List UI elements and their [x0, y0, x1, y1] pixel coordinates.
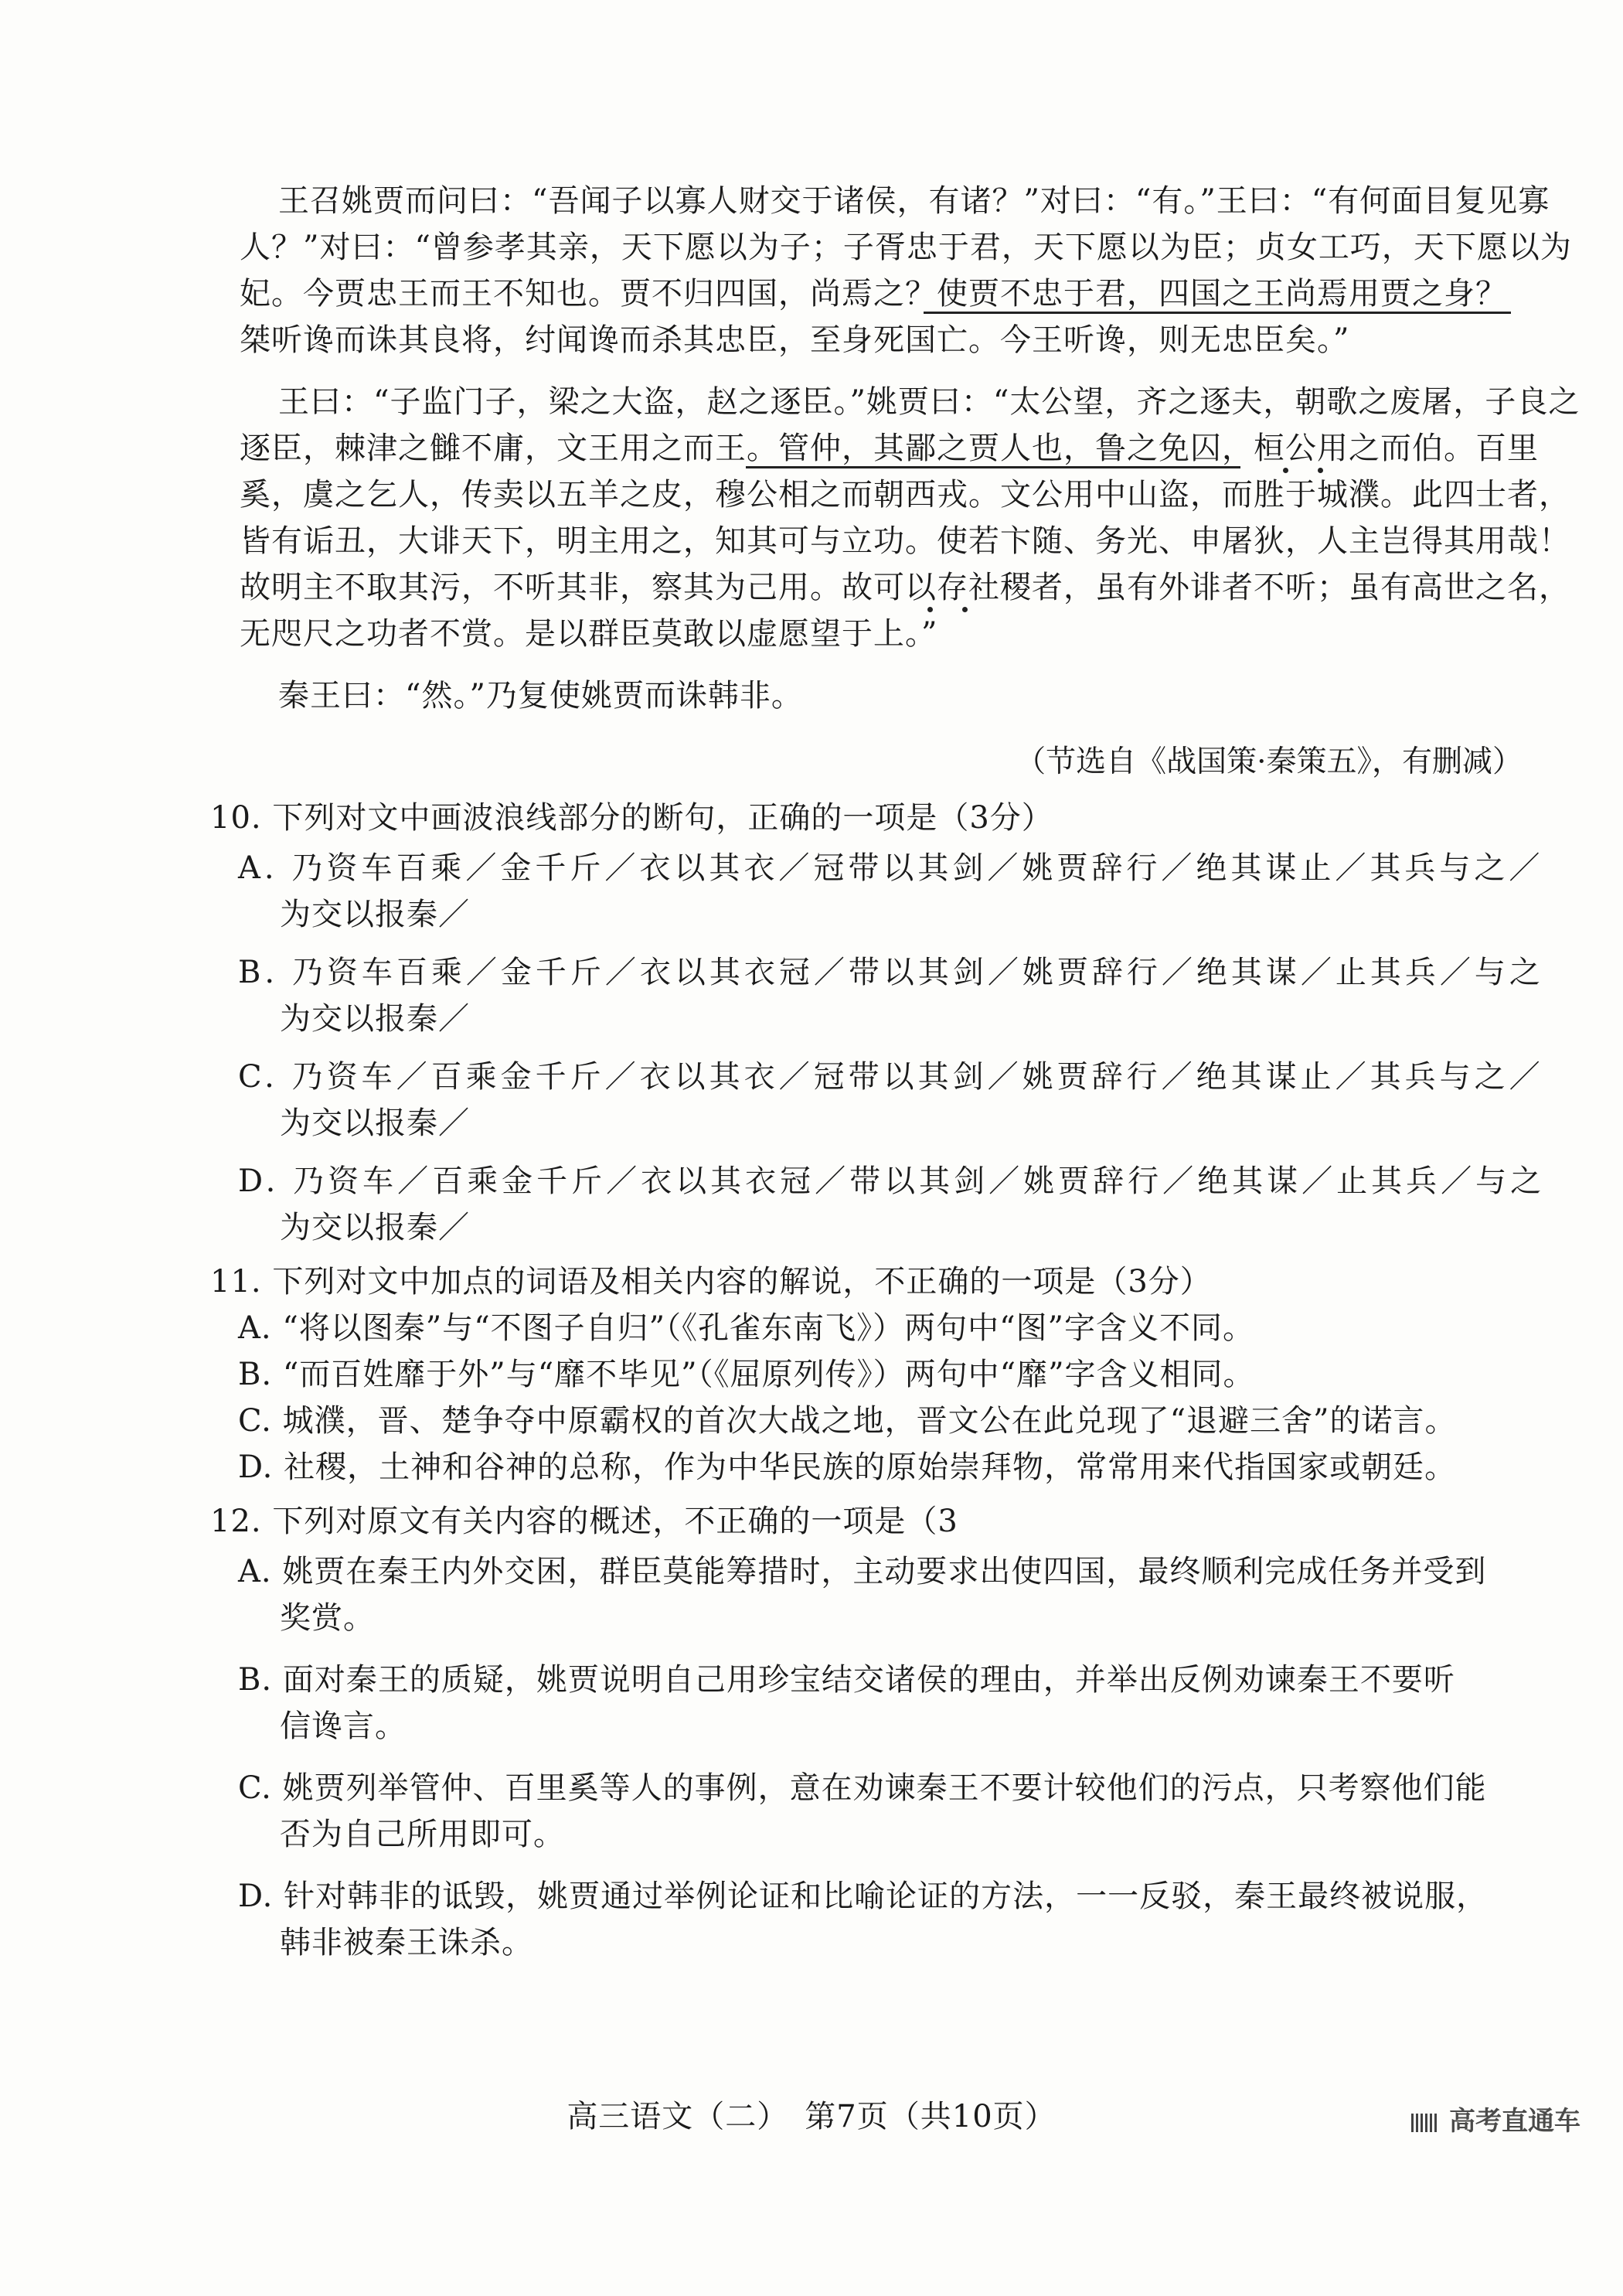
question-10-option-d-cont: 为交以报秦／: [280, 1210, 470, 1245]
question-12-option-b: B. 面对秦王的质疑，姚贾说明自己用珍宝结交诸侯的理由，并举出反例劝谏秦王不要听: [238, 1662, 1455, 1698]
emphasis-dot: [962, 607, 968, 612]
passage-line: 奚，虞之乞人，传卖以五羊之皮，穆公相之而朝西戎。文公用中山盗，而胜于城濮。此四士者，: [240, 477, 1570, 513]
question-12-option-c-cont: 否为自己所用即可。: [280, 1817, 565, 1852]
question-11-option-d: D. 社稷，土神和谷神的总称，作为中华民族的原始崇拜物，常常用来代指国家或朝廷。: [238, 1449, 1457, 1485]
underline-mark: [746, 466, 1240, 468]
passage-line: 王召姚贾而问曰：“吾闻子以寡人财交于诸侯，有诸？”对曰：“有。”王曰：“有何面目复见寡: [278, 183, 1550, 219]
emphasis-dot: [1318, 468, 1323, 473]
passage-line: 故明主不取其污，不听其非，察其为己用。故可以存社稷者，虽有外诽者不听；虽有高世之名，: [240, 570, 1570, 605]
question-12-option-d-cont: 韩非被秦王诛杀。: [280, 1925, 533, 1960]
passage-line: 桀听谗而诛其良将，纣闻谗而杀其忠臣，至身死国亡。今王听谗，则无忠臣矣。”: [240, 322, 1350, 358]
question-10-option-d: D. 乃资车／百乘金千斤／衣以其衣冠／带以其剑／姚贾辞行／绝其谋／止其兵／与之: [238, 1163, 1546, 1199]
question-10-option-c-cont: 为交以报秦／: [280, 1105, 470, 1141]
question-11-option-a: A. “将以图秦”与“不图子自归”（《孔雀东南飞》）两句中“图”字含义不同。: [238, 1310, 1255, 1346]
passage-line: 秦王曰：“然。”乃复使姚贾而诛韩非。: [278, 678, 803, 714]
passage-line: 妃。今贾忠王而王不知也。贾不归四国，尚焉之？使贾不忠于君，四国之王尚焉用贾之身？: [240, 276, 1507, 312]
watermark-text: 高考直通车: [1449, 2107, 1580, 2136]
question-10-option-b: B. 乃资车百乘／金千斤／衣以其衣冠／带以其剑／姚贾辞行／绝其谋／止其兵／与之: [238, 955, 1544, 990]
question-10-option-a: A. 乃资车百乘／金千斤／衣以其衣／冠带以其剑／姚贾辞行／绝其谋止／其兵与之／: [238, 850, 1544, 886]
question-12-option-c: C. 姚贾列举管仲、百里奚等人的事例，意在劝谏秦王不要计较他们的污点，只考察他们能: [238, 1770, 1487, 1806]
passage-line: 无咫尺之功者不赏。是以群臣莫敢以虚愿望于上。”: [240, 616, 938, 652]
emphasis-dot: [1283, 468, 1288, 473]
passage-line: 王曰：“子监门子，梁之大盗，赵之逐臣。”姚贾曰：“太公望，齐之逐夫，朝歌之废屠，子良之: [278, 384, 1580, 420]
question-12-stem: 12. 下列对原文有关内容的概述，不正确的一项是（3: [210, 1504, 958, 1539]
question-11-option-c: C. 城濮，晋、楚争夺中原霸权的首次大战之地，晋文公在此兑现了“退避三舍”的诺言。: [238, 1403, 1457, 1439]
passage-line: 逐臣，棘津之雠不庸，文王用之而王。管仲，其鄙之贾人也，鲁之免囚，桓公用之而伯。百里: [240, 431, 1539, 466]
emphasis-dot: [927, 607, 933, 612]
passage-line: 皆有诟丑，大诽天下，明主用之，知其可与立功。使若卞随、务光、申屠狄，人主岂得其用哉！: [240, 523, 1570, 559]
question-10-option-a-cont: 为交以报秦／: [280, 897, 470, 932]
question-12-option-a-cont: 奖赏。: [280, 1600, 375, 1636]
passage-line: 人？”对曰：“曾参孝其亲，天下愿以为子；子胥忠于君，天下愿以为臣；贞女工巧，天下愿以为: [240, 230, 1572, 265]
qr-code-icon: [1411, 2114, 1438, 2132]
passage-source: （节选自《战国策·秦策五》，有删减）: [1016, 744, 1523, 779]
question-12-option-b-cont: 信谗言。: [280, 1708, 407, 1744]
question-11-stem: 11. 下列对文中加点的词语及相关内容的解说，不正确的一项是（3分）: [210, 1264, 1212, 1300]
question-11-option-b: B. “而百姓靡于外”与“靡不毕见”（《屈原列传》）两句中“靡”字含义相同。: [238, 1357, 1255, 1392]
question-10-option-b-cont: 为交以报秦／: [280, 1001, 470, 1037]
page-footer: 高三语文（二） 第7页（共10页）: [567, 2099, 1056, 2134]
watermark: [1411, 2100, 1580, 2138]
question-12-option-d: D. 针对韩非的诋毁，姚贾通过举例论证和比喻论证的方法，一一反驳，秦王最终被说服，: [238, 1879, 1489, 1914]
question-10-stem: 10. 下列对文中画波浪线部分的断句，正确的一项是（3分）: [210, 800, 1053, 836]
question-12-option-a: A. 姚贾在秦王内外交困，群臣莫能筹措时，主动要求出使四国，最终顺利完成任务并受到: [238, 1554, 1487, 1589]
underline-mark: [924, 312, 1511, 314]
question-10-option-c: C. 乃资车／百乘金千斤／衣以其衣／冠带以其剑／姚贾辞行／绝其谋止／其兵与之／: [238, 1059, 1544, 1095]
